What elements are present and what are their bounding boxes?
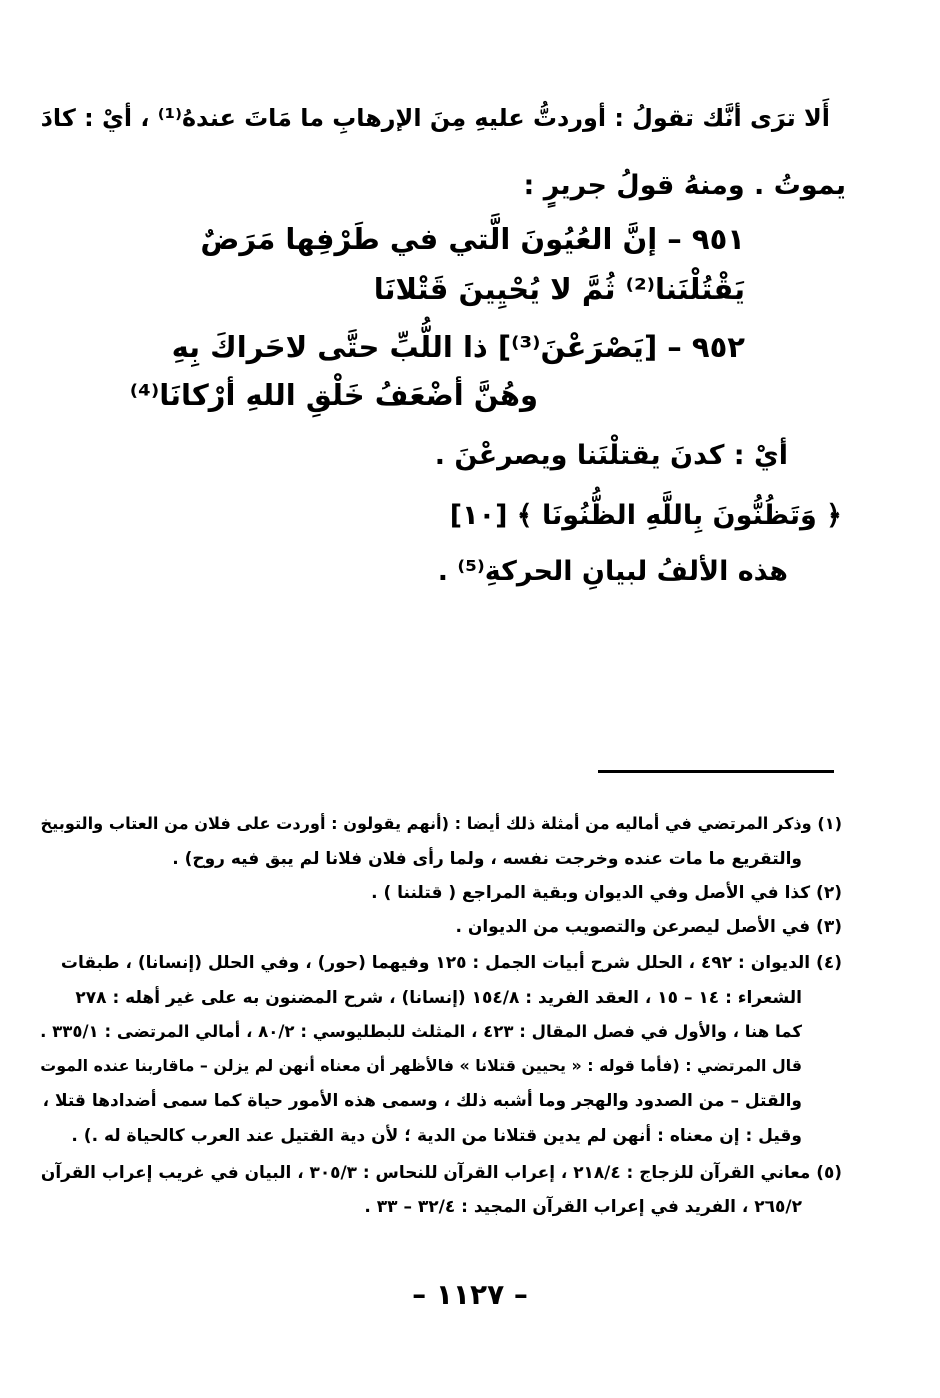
footnote-divider (598, 770, 834, 773)
footnote-1-line-2: والتقريع ما مات عنده وخرجت نفسه ، ولما رأى فلان فلانا لم يبق فيه روح) . (172, 849, 802, 869)
footnote-1-line-1: (١) وذكر المرتضي في أماليه من أمثلة ذلك أيضا : (أنهم يقولون : أوردت على فلان من العتاب والتوبيخ (40, 814, 842, 833)
footnote-4-line-1: (٤) الديوان : ٤٩٢ ، الحلل شرح أبيات الجمل : ١٢٥ وفيهما (حور) ، وفي الحلل (إنسانا) ، طبقات (60, 953, 842, 973)
verse-951-first-hemistich: ٩٥١ – إنَّ العُيُونَ الَّتي في طَرْفِها مَرَضٌ (200, 222, 745, 256)
intro-line-1: أَلا ترَى أنَّك تقولُ : أوردتُّ عليهِ مِنَ الإرهابِ ما مَاتَ عندهُ⁽¹⁾ ، أيْ : كادَ (40, 104, 830, 132)
footnote-4-line-6: وقيل : إن معناه : أنهن لم يدين قتلانا من الدية ؛ لأن دية القتيل عند العرب كالحياة له .) . (71, 1126, 802, 1146)
intro-line-2: يموتُ . ومنهُ قولُ جريرٍ : (523, 170, 846, 201)
footnote-4-line-2: الشعراء : ١٤ – ١٥ ، العقد الفريد : ١٥٤/٨ (إنسانا) ، شرح المضنون به على غير أهله : ٢٧٨ (75, 988, 802, 1008)
verse-951-second-hemistich: يَقْتُلْنَنا⁽²⁾ ثُمَّ لا يُحْيِينَ قَتْلانَا (373, 272, 745, 306)
quran-verse-line: ﴿ وَتَظُنُّونَ بِاللَّهِ الظُّنُونَا ﴾ [١٠] (449, 500, 842, 531)
footnote-2: (٢) كذا في الأصل وفي الديوان وبقية المراجع ( قتلننا ) . (371, 883, 842, 903)
footnote-4-line-5: والقتل – من الصدود والهجر وما أشبه ذلك ، وسمى هذه الأمور حياة كما سمى أضدادها قتلا ، (42, 1091, 802, 1111)
footnote-5-line-1: (٥) معاني القرآن للزجاج : ٢١٨/٤ ، إعراب القرآن للنحاس : ٣٠٥/٣ ، البيان في غريب إعراب القرآن (40, 1162, 842, 1182)
verse-952-first-hemistich: ٩٥٢ – [يَصْرَعْنَ⁽³⁾] ذا اللُّبِّ حتَّى لاحَراكَ بِهِ (171, 330, 745, 364)
footnote-4-line-4: قال المرتضي : (فأما قوله : « يحيين قتلانا » فالأظهر أن معناه أنهن لم يزلن – ماقاربنا عنده الموت (40, 1056, 802, 1075)
page-number: – ١١٢٧ – (412, 1278, 528, 1311)
footnote-3: (٣) في الأصل ليصرعن والتصويب من الديوان . (455, 917, 842, 937)
explanation-line: أيْ : كدنَ يقتلْنَنا ويصرعْنَ . (434, 440, 788, 471)
closing-line: هذه الألفُ لبيانِ الحركةِ⁽⁵⁾ . (437, 556, 788, 587)
footnote-4-line-3: كما هنا ، والأول في فصل المقال : ٤٢٣ ، المثلث للبطليوسي : ٨٠/٢ ، أمالي المرتضى : ٣٣٥/١ . (40, 1022, 802, 1041)
verse-952-second-hemistich: وهُنَّ أضْعَفُ خَلْقِ اللهِ أرْكانَا⁽⁴⁾ (129, 378, 538, 412)
footnote-5-line-2: ٢٦٥/٢ ، الفريد في إعراب القرآن المجيد : ٣٢/٤ – ٣٣ . (364, 1197, 802, 1217)
